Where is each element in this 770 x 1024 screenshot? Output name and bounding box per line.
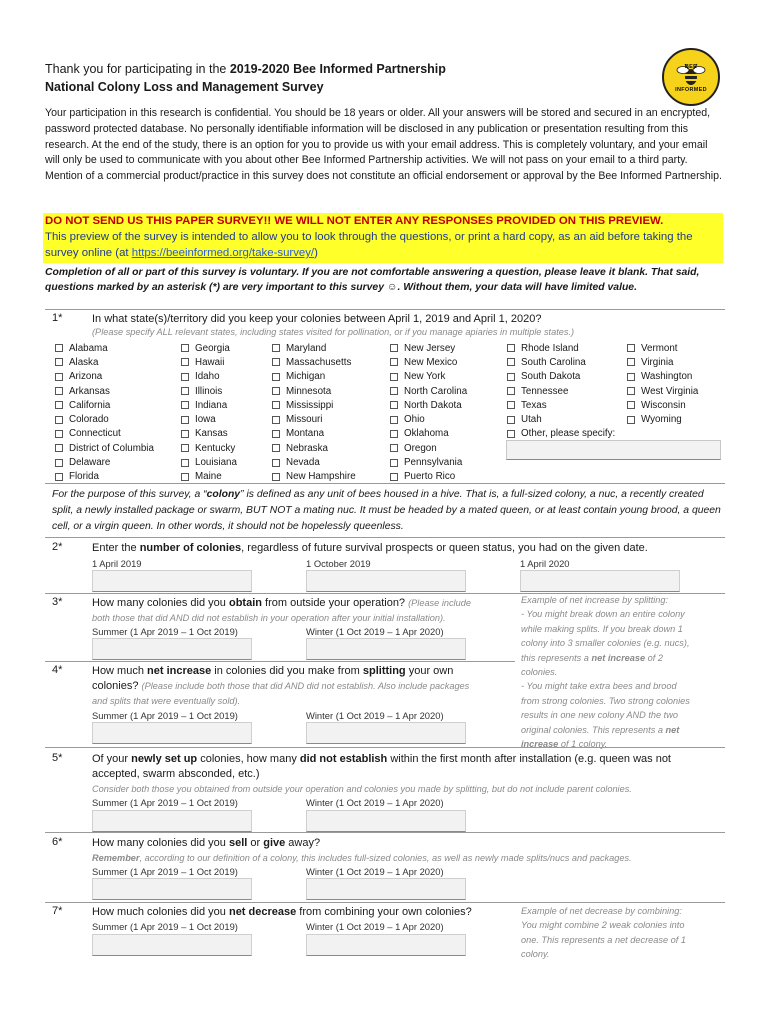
divider xyxy=(45,832,725,833)
divider xyxy=(45,537,725,538)
checkbox[interactable] xyxy=(272,387,280,395)
q6-input-summer[interactable] xyxy=(92,878,252,900)
checkbox[interactable] xyxy=(272,401,280,409)
q6-text: How many colonies did you sell or give away? xyxy=(92,837,321,849)
q3-text: How many colonies did you obtain from outside your operation? (Please include xyxy=(92,597,471,609)
state-option[interactable]: Oregon xyxy=(390,441,467,455)
state-option[interactable]: Colorado xyxy=(55,412,154,426)
checkbox[interactable] xyxy=(272,344,280,352)
state-option[interactable]: Oklahoma xyxy=(390,427,467,441)
checkbox[interactable] xyxy=(55,373,63,381)
checkbox[interactable] xyxy=(272,416,280,424)
state-option[interactable]: Puerto Rico xyxy=(390,470,467,484)
state-option[interactable]: Illinois xyxy=(181,384,237,398)
state-checklist xyxy=(55,341,725,486)
q3-summer-label: Summer (1 Apr 2019 – 1 Oct 2019) xyxy=(92,626,238,637)
state-option[interactable]: Pennsylvania xyxy=(390,455,467,469)
state-option[interactable]: North Carolina xyxy=(390,384,467,398)
checkbox[interactable] xyxy=(390,358,398,366)
checkbox[interactable] xyxy=(272,473,280,481)
state-option[interactable]: Montana xyxy=(272,427,356,441)
state-option[interactable]: Nebraska xyxy=(272,441,356,455)
q7-winter-label: Winter (1 Oct 2019 – 1 Apr 2020) xyxy=(306,921,444,932)
q5-text: Of your newly set up colonies, how many did not establish within the first month after installation (e.g. queen was not accepted, swarm absconded, etc.) xyxy=(92,753,671,780)
q1-hint: (Please specify ALL relevant states, including states visited for pollination, or if you manage apiaries in multiple states.) xyxy=(92,327,575,337)
bee-informed-logo xyxy=(662,48,720,106)
checkbox[interactable] xyxy=(627,416,635,424)
q6-input-winter[interactable] xyxy=(306,878,466,900)
state-option[interactable]: Massachusetts xyxy=(272,355,356,369)
state-option[interactable]: Alaska xyxy=(55,355,154,369)
q7-input-winter[interactable] xyxy=(306,934,466,956)
checkbox[interactable] xyxy=(627,373,635,381)
q5-input-summer[interactable] xyxy=(92,810,252,832)
q2-input-april-2020[interactable] xyxy=(520,570,680,592)
checkbox[interactable] xyxy=(390,473,398,481)
splitting-example: Example of net increase by splitting: - You might break down an entire colony while making splits. If you break down 1 colony into 3 smaller colonies (e.g. nucs), this represents a net increase of 2 colonies. - You might take extra bees and brood from strong colonies. Two strong colonies results in one new colony AND the two original colonies. This represents a net increase of 1 colony. xyxy=(521,595,690,750)
checkbox[interactable] xyxy=(181,430,189,438)
q4-summer-label: Summer (1 Apr 2019 – 1 Oct 2019) xyxy=(92,710,238,721)
state-option[interactable]: Hawaii xyxy=(181,355,237,369)
checkbox[interactable] xyxy=(55,473,63,481)
checkbox[interactable] xyxy=(55,358,63,366)
state-option[interactable]: Iowa xyxy=(181,412,237,426)
colony-definition: For the purpose of this survey, a “colony” is defined as any unit of bees housed in a hive. That is, a full-sized colony, a nuc, a recently created split, a newly installed package or swarm, BUT NOT a mating nuc. It must be headed by a mated queen, or at least contain young brood, a queen cell, or a virgin queen. In other words, it should not be hopelessly queenless. xyxy=(52,489,721,532)
state-column-6 xyxy=(627,341,698,427)
q4-text: How much net increase in colonies did you make from splitting your own colonies? (Please include both those that did AND did not establish. Also include packages xyxy=(92,665,470,692)
checkbox[interactable] xyxy=(181,344,189,352)
state-option[interactable]: California xyxy=(55,398,154,412)
state-option[interactable]: Arkansas xyxy=(55,384,154,398)
state-option[interactable]: Michigan xyxy=(272,370,356,384)
state-option[interactable]: Wisconsin xyxy=(627,398,698,412)
voluntary-notice: Completion of all or part of this survey is voluntary. If you are not comfortable answering a question, please leave it blank. That said, questions marked by an asterisk (*) are very important to this survey ☺. Without them, your data will have limited value. xyxy=(45,267,700,293)
q3-hint: both those that did AND did not establish in your operation after your initial installation). xyxy=(92,613,446,623)
state-option[interactable]: Wyoming xyxy=(627,412,698,426)
checkbox[interactable] xyxy=(627,344,635,352)
q2-input-april-2019[interactable] xyxy=(92,570,252,592)
divider xyxy=(45,747,725,748)
q7-text: How much colonies did you net decrease from combining your own colonies? xyxy=(92,906,472,918)
survey-link[interactable]: https://beeinformed.org/take-survey/ xyxy=(131,247,315,259)
state-option[interactable]: Alabama xyxy=(55,341,154,355)
warning-text: This preview of the survey is intended to allow you to look through the questions, or print a hard copy, as an aid before taking the survey online (at https://beeinformed.org/take-survey/) xyxy=(45,231,693,259)
divider xyxy=(45,309,725,310)
q3-number: 3* xyxy=(52,596,63,608)
checkbox[interactable] xyxy=(507,387,515,395)
logo-text-bottom: INFORMED xyxy=(675,87,707,93)
state-option[interactable]: Maryland xyxy=(272,341,356,355)
checkbox[interactable] xyxy=(272,430,280,438)
logo-text-top: BEE xyxy=(684,64,698,70)
checkbox[interactable] xyxy=(507,416,515,424)
q5-hint: Consider both those you obtained from outside your operation and colonies you made by splitting, but do not include parent colonies. xyxy=(92,784,632,794)
state-option[interactable]: New Mexico xyxy=(390,355,467,369)
state-option[interactable]: New Jersey xyxy=(390,341,467,355)
checkbox[interactable] xyxy=(627,401,635,409)
q1-text: In what state(s)/territory did you keep your colonies between April 1, 2019 and April 1, 2020? xyxy=(92,313,542,325)
checkbox[interactable] xyxy=(272,358,280,366)
warning-banner xyxy=(43,213,723,263)
checkbox[interactable] xyxy=(507,344,515,352)
checkbox[interactable] xyxy=(181,358,189,366)
state-option[interactable]: Georgia xyxy=(181,341,237,355)
q7-summer-label: Summer (1 Apr 2019 – 1 Oct 2019) xyxy=(92,921,238,932)
checkbox[interactable] xyxy=(55,444,63,452)
checkbox[interactable] xyxy=(55,459,63,467)
checkbox[interactable] xyxy=(390,416,398,424)
state-option[interactable]: District of Columbia xyxy=(55,441,154,455)
state-column-2 xyxy=(181,341,237,484)
state-option[interactable]: South Dakota xyxy=(507,370,615,384)
checkbox[interactable] xyxy=(390,373,398,381)
state-option[interactable]: Rhode Island xyxy=(507,341,615,355)
checkbox[interactable] xyxy=(390,387,398,395)
state-option[interactable]: New York xyxy=(390,370,467,384)
q6-summer-label: Summer (1 Apr 2019 – 1 Oct 2019) xyxy=(92,866,238,877)
state-option[interactable]: Delaware xyxy=(55,455,154,469)
state-column-5 xyxy=(507,341,615,441)
q1-number: 1* xyxy=(52,312,63,324)
checkbox[interactable] xyxy=(272,459,280,467)
q5-winter-label: Winter (1 Oct 2019 – 1 Apr 2020) xyxy=(306,797,444,808)
q2-date-label-2: 1 October 2019 xyxy=(306,558,371,569)
q4-input-winter[interactable] xyxy=(306,722,466,744)
q4-input-summer[interactable] xyxy=(92,722,252,744)
other-state-input[interactable] xyxy=(506,440,721,460)
checkbox[interactable] xyxy=(627,387,635,395)
checkbox[interactable] xyxy=(507,401,515,409)
state-option[interactable]: Missouri xyxy=(272,412,356,426)
checkbox[interactable] xyxy=(627,358,635,366)
checkbox[interactable] xyxy=(507,358,515,366)
checkbox[interactable] xyxy=(181,459,189,467)
state-option[interactable]: North Dakota xyxy=(390,398,467,412)
state-option[interactable]: Washington xyxy=(627,370,698,384)
state-option[interactable]: Kentucky xyxy=(181,441,237,455)
checkbox[interactable] xyxy=(55,430,63,438)
combining-example: Example of net decrease by combining: You might combine 2 weak colonies into one. This represents a net decrease of 1 colony. xyxy=(521,906,686,960)
state-option[interactable]: Idaho xyxy=(181,370,237,384)
checkbox[interactable] xyxy=(272,444,280,452)
q5-number: 5* xyxy=(52,752,63,764)
checkbox[interactable] xyxy=(55,416,63,424)
intro-paragraph: Your participation in this research is confidential. You should be 18 years or older. All your answers will be stored and secured in an encrypted, password protected database. No personally identifiable information will be disclosed in any publication or presentation resulting from this research. At the end of the study, there is an option for you to provide us with your email address. This is completely voluntary, and your email will only be used to communicate with you about other Bee Informed Partnership activities. We will not pass on your email to a third party. Mention of a commercial product/practice in this survey does not constitute an official endorsement or approval by the Bee Informed Partnership. xyxy=(45,107,722,183)
state-option[interactable]: New Hampshire xyxy=(272,470,356,484)
state-option[interactable]: South Carolina xyxy=(507,355,615,369)
state-option[interactable]: Nevada xyxy=(272,455,356,469)
q7-input-summer[interactable] xyxy=(92,934,252,956)
q4-number: 4* xyxy=(52,664,63,676)
checkbox[interactable] xyxy=(55,401,63,409)
state-option[interactable]: Ohio xyxy=(390,412,467,426)
q3-input-summer[interactable] xyxy=(92,638,252,660)
checkbox[interactable] xyxy=(181,444,189,452)
state-option[interactable]: Minnesota xyxy=(272,384,356,398)
state-option[interactable]: Connecticut xyxy=(55,427,154,441)
state-option[interactable]: West Virginia xyxy=(627,384,698,398)
state-column-4 xyxy=(390,341,467,484)
q6-hint: Remember, according to our definition of a colony, this includes full-sized colonies, as well as newly made splits/nucs and packages. xyxy=(92,853,632,863)
divider xyxy=(45,483,725,484)
q2-date-label-3: 1 April 2020 xyxy=(520,558,570,569)
divider xyxy=(45,902,725,903)
state-option-other[interactable]: Other, please specify: xyxy=(507,427,615,441)
q5-summer-label: Summer (1 Apr 2019 – 1 Oct 2019) xyxy=(92,797,238,808)
state-option[interactable]: Maine xyxy=(181,470,237,484)
q4-hint: and splits that were eventually sold). xyxy=(92,696,241,706)
warning-headline: DO NOT SEND US THIS PAPER SURVEY!! WE WILL NOT ENTER ANY RESPONSES PROVIDED ON THIS PREVIEW. xyxy=(45,215,664,227)
checkbox[interactable] xyxy=(55,387,63,395)
checkbox[interactable] xyxy=(390,344,398,352)
state-column-3 xyxy=(272,341,356,484)
checkbox[interactable] xyxy=(55,344,63,352)
checkbox[interactable] xyxy=(507,430,515,438)
q5-input-winter[interactable] xyxy=(306,810,466,832)
q6-winter-label: Winter (1 Oct 2019 – 1 Apr 2020) xyxy=(306,866,444,877)
survey-title-line2: National Colony Loss and Management Survey xyxy=(45,80,324,94)
checkbox[interactable] xyxy=(390,459,398,467)
state-option[interactable]: Virginia xyxy=(627,355,698,369)
q3-winter-label: Winter (1 Oct 2019 – 1 Apr 2020) xyxy=(306,626,444,637)
q2-number: 2* xyxy=(52,541,63,553)
state-option[interactable]: Texas xyxy=(507,398,615,412)
checkbox[interactable] xyxy=(181,387,189,395)
bee-icon xyxy=(664,50,718,104)
state-option[interactable]: Mississippi xyxy=(272,398,356,412)
checkbox[interactable] xyxy=(390,444,398,452)
q2-input-october-2019[interactable] xyxy=(306,570,466,592)
state-option[interactable]: Florida xyxy=(55,470,154,484)
survey-title: Thank you for participating in the 2019-2020 Bee Informed Partnership National Colony Loss and Management Survey xyxy=(45,62,446,94)
q2-text: Enter the number of colonies, regardless of future survival prospects or queen status, you had on the given date. xyxy=(92,542,648,554)
checkbox[interactable] xyxy=(390,401,398,409)
checkbox[interactable] xyxy=(181,416,189,424)
state-option[interactable]: Arizona xyxy=(55,370,154,384)
checkbox[interactable] xyxy=(181,473,189,481)
checkbox[interactable] xyxy=(272,373,280,381)
checkbox[interactable] xyxy=(181,401,189,409)
state-option[interactable]: Kansas xyxy=(181,427,237,441)
q7-number: 7* xyxy=(52,905,63,917)
q6-number: 6* xyxy=(52,836,63,848)
q2-date-label-1: 1 April 2019 xyxy=(92,558,142,569)
checkbox[interactable] xyxy=(181,373,189,381)
state-option[interactable]: Indiana xyxy=(181,398,237,412)
state-column-1 xyxy=(55,341,154,484)
state-option[interactable]: Louisiana xyxy=(181,455,237,469)
q4-winter-label: Winter (1 Oct 2019 – 1 Apr 2020) xyxy=(306,710,444,721)
state-option[interactable]: Utah xyxy=(507,412,615,426)
divider xyxy=(45,661,515,662)
state-option[interactable]: Vermont xyxy=(627,341,698,355)
q3-input-winter[interactable] xyxy=(306,638,466,660)
checkbox[interactable] xyxy=(390,430,398,438)
checkbox[interactable] xyxy=(507,373,515,381)
state-option[interactable]: Tennessee xyxy=(507,384,615,398)
